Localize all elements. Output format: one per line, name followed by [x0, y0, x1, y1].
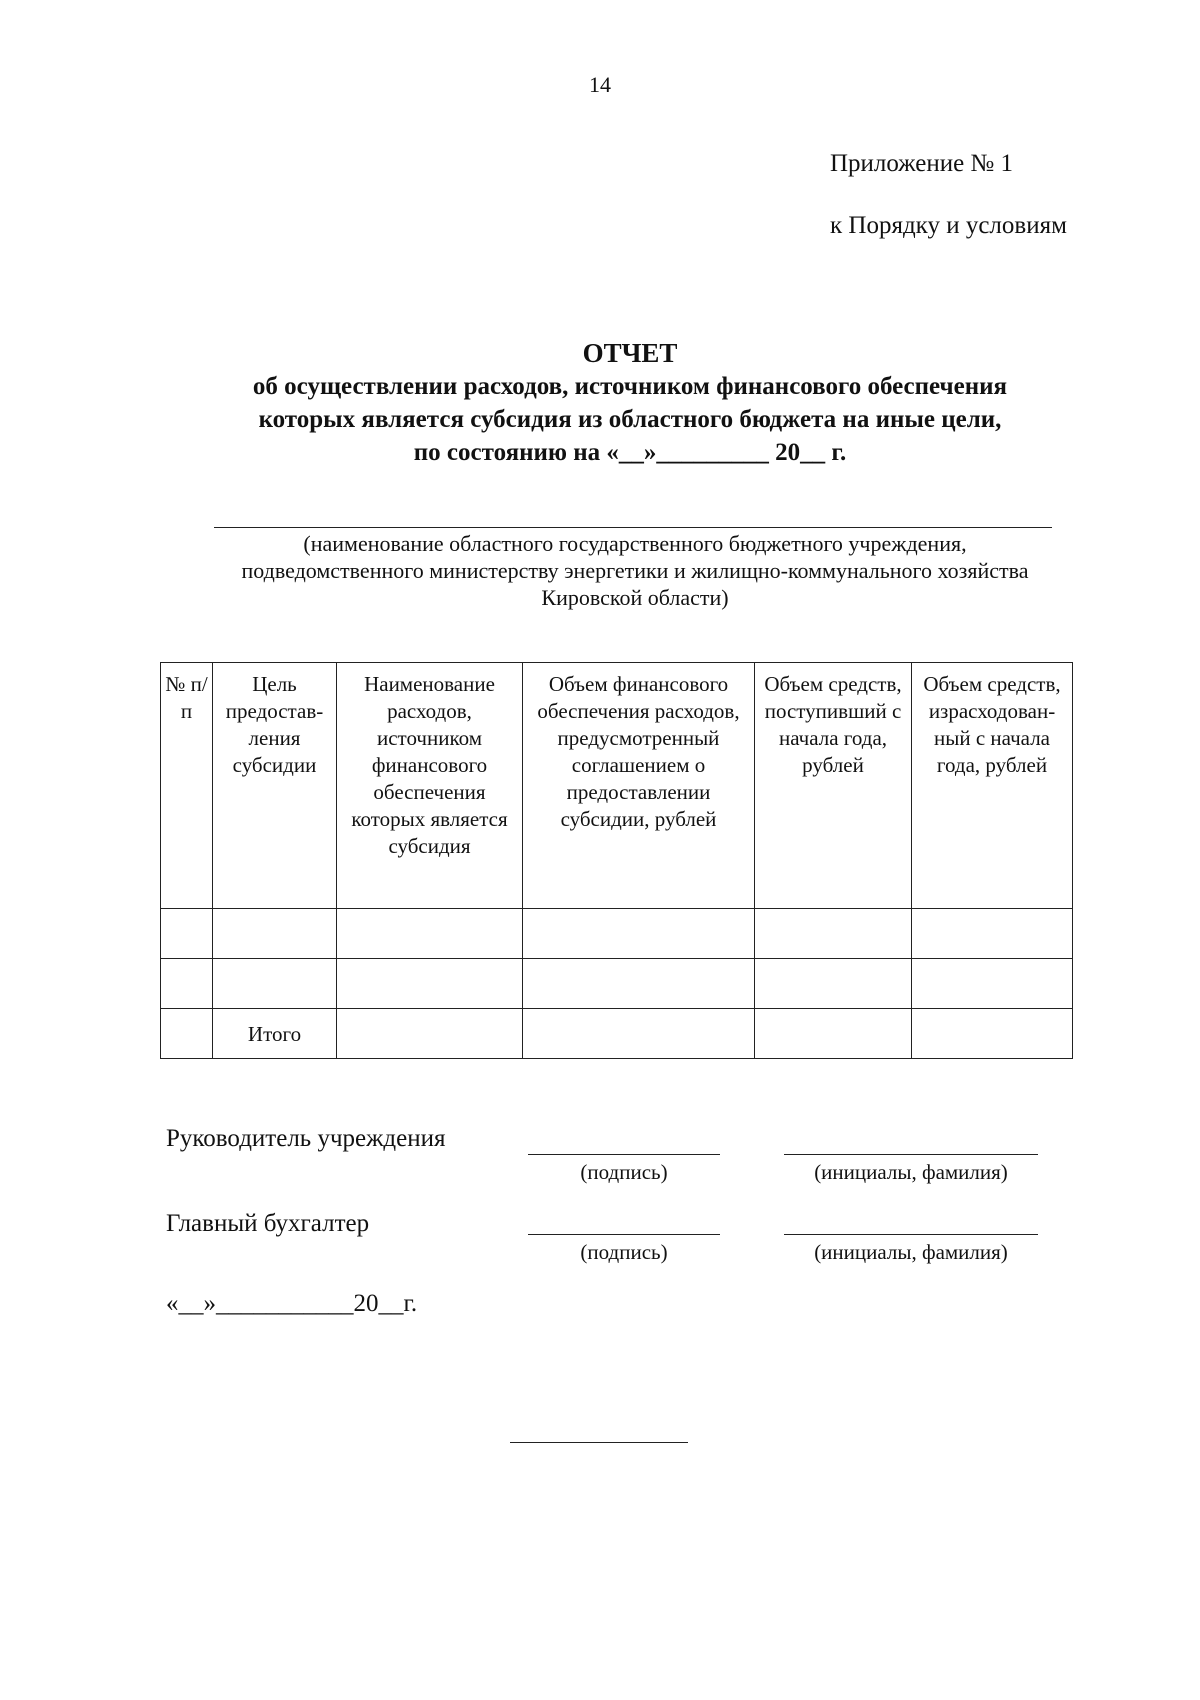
column-header-spent-amount: Объем средств, израсходован-ный с начала года, рублей — [912, 663, 1073, 909]
institution-caption-line-3: Кировской области) — [541, 585, 729, 610]
report-subtitle-line-2: которых является субсидия из областного бюджета на иные цели, — [258, 406, 1002, 433]
head-name-line[interactable] — [784, 1154, 1038, 1155]
table-cell[interactable] — [523, 909, 755, 959]
institution-name-line — [214, 527, 1052, 528]
table-header-row — [161, 663, 1073, 909]
accountant-name-caption: (инициалы, фамилия) — [814, 1240, 1008, 1264]
table-cell[interactable] — [213, 909, 337, 959]
appendix-label: Приложение № 1 — [830, 150, 1014, 177]
accountant-name-line[interactable] — [784, 1234, 1038, 1235]
table-cell[interactable] — [523, 959, 755, 1009]
column-header-purpose: Цель предостав-ления субсидии — [213, 663, 337, 909]
column-header-number: № п/п — [161, 663, 213, 909]
page-number: 14 — [589, 72, 611, 97]
table-cell[interactable] — [755, 1009, 912, 1059]
document-end-line — [510, 1442, 688, 1443]
chief-accountant-label: Главный бухгалтер — [166, 1210, 370, 1237]
table-cell[interactable] — [755, 959, 912, 1009]
table-row — [161, 959, 1073, 1009]
table-cell[interactable] — [337, 959, 523, 1009]
appendix-reference: к Порядку и условиям — [830, 212, 1067, 239]
head-of-institution-label: Руководитель учреждения — [166, 1125, 446, 1152]
table-cell[interactable] — [912, 959, 1073, 1009]
report-date-line: по состоянию на «__»_________ 20__ г. — [413, 439, 847, 466]
table-cell[interactable] — [337, 1009, 523, 1059]
institution-caption-line-1: (наименование областного государственного бюджетного учреждения, — [303, 531, 967, 556]
accountant-signature-caption: (подпись) — [580, 1240, 668, 1264]
table-cell[interactable] — [213, 959, 337, 1009]
table-cell[interactable] — [161, 1009, 213, 1059]
table-cell[interactable] — [755, 909, 912, 959]
table-cell[interactable] — [523, 1009, 755, 1059]
table-row — [161, 909, 1073, 959]
column-header-received-amount: Объем средств, поступивший с начала года, рублей — [755, 663, 912, 909]
total-label: Итого — [213, 1009, 337, 1059]
column-header-expense-name: Наименование расходов, источником финансового обеспечения которых является субсидия — [337, 663, 523, 909]
report-table — [160, 662, 1073, 1059]
accountant-signature-line[interactable] — [528, 1234, 720, 1235]
head-signature-caption: (подпись) — [580, 1160, 668, 1184]
table-total-row — [161, 1009, 1073, 1059]
column-header-planned-amount: Объем финансового обеспечения расходов, предусмотренный соглашением о предоставлении субсидии, рублей — [523, 663, 755, 909]
table-cell[interactable] — [912, 909, 1073, 959]
table-cell[interactable] — [912, 1009, 1073, 1059]
table-cell[interactable] — [161, 959, 213, 1009]
report-title-block — [190, 337, 1070, 469]
report-subtitle-line-1: об осуществлении расходов, источником финансового обеспечения — [252, 373, 1008, 400]
head-signature-line[interactable] — [528, 1154, 720, 1155]
institution-caption-line-2: подведомственного министерству энергетики и жилищно-коммунального хозяйства — [241, 558, 1029, 583]
institution-caption — [180, 530, 1090, 611]
table-cell[interactable] — [161, 909, 213, 959]
report-title: ОТЧЕТ — [582, 338, 678, 368]
head-name-caption: (инициалы, фамилия) — [814, 1160, 1008, 1184]
table-cell[interactable] — [337, 909, 523, 959]
signature-date-line: «__»___________20__г. — [166, 1290, 418, 1317]
